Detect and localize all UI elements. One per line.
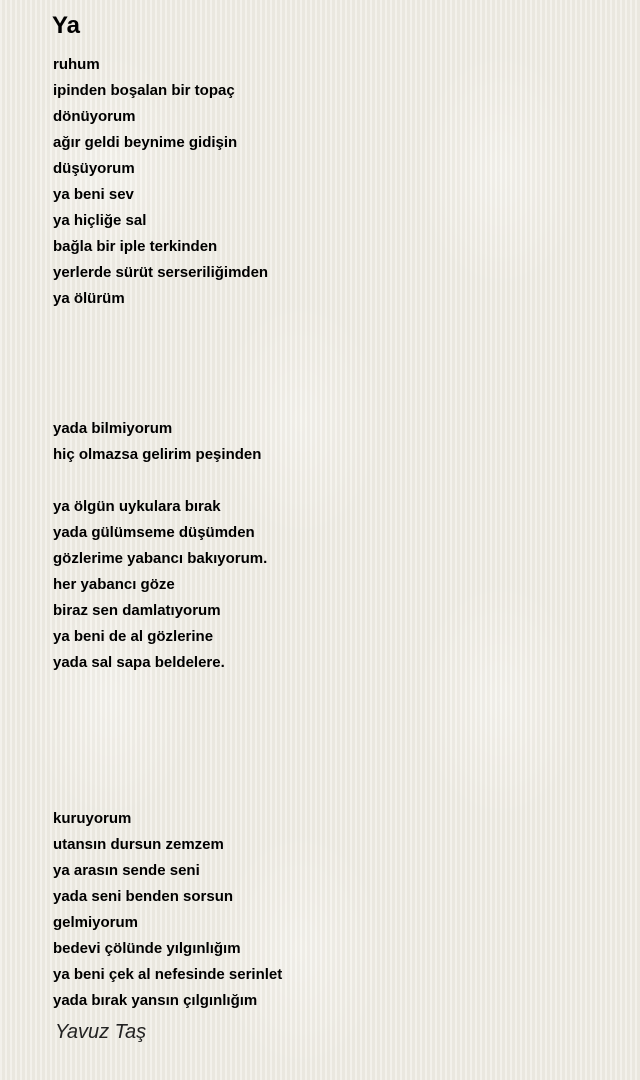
poem-line: ipinden boşalan bir topaç	[53, 82, 235, 99]
poem-line: yada sal sapa beldelere.	[53, 654, 225, 671]
poem-body	[53, 52, 613, 1014]
poem-line: dönüyorum	[53, 108, 136, 125]
poem-line: bedevi çölünde yılgınlığım	[53, 940, 241, 957]
poem-line: ya beni sev	[53, 186, 134, 203]
poem-blank-line	[53, 390, 613, 416]
poem-blank-line	[53, 468, 613, 494]
poem-line: yada bilmiyorum	[53, 420, 173, 437]
poem-line: ruhum	[53, 56, 100, 73]
poem-blank-line	[53, 364, 613, 390]
poem-line: hiç olmazsa gelirim peşinden	[53, 446, 262, 463]
poem-line: yada bırak yansın çılgınlığım	[53, 992, 258, 1009]
poem-blank-line	[53, 780, 613, 806]
poem-line: yada seni benden sorsun	[53, 888, 234, 905]
poem-line: düşüyorum	[53, 160, 135, 177]
poem-line: bağla bir iple terkinden	[53, 238, 218, 255]
poem-blank-line	[53, 754, 613, 780]
poem-blank-line	[53, 312, 613, 338]
poem-line: ya arasın sende seni	[53, 862, 200, 879]
poem-line: ya ölürüm	[53, 290, 125, 307]
poem-line: utansın dursun zemzem	[53, 836, 224, 853]
poem-line: biraz sen damlatıyorum	[53, 602, 221, 619]
poem-line: gelmiyorum	[53, 914, 139, 931]
poem-blank-line	[53, 728, 613, 754]
poem-line: ya ölgün uykulara bırak	[53, 498, 221, 515]
poem-blank-line	[53, 338, 613, 364]
poem-blank-line	[53, 676, 613, 702]
poem-line: ya beni de al gözlerine	[53, 628, 214, 645]
poem-line: her yabancı göze	[53, 576, 175, 593]
poem-line: yada gülümseme düşümden	[53, 524, 255, 541]
poem-line: yerlerde sürüt serseriliğimden	[53, 264, 269, 281]
poem-line: ya beni çek al nefesinde serinlet	[53, 966, 283, 983]
poem-author: Yavuz Taş	[55, 1021, 147, 1043]
poem-line: gözlerime yabancı bakıyorum.	[53, 550, 268, 567]
poem-line: kuruyorum	[53, 810, 132, 827]
poem-line: ağır geldi beynime gidişin	[53, 134, 238, 151]
poem-title: Ya	[52, 12, 81, 39]
poem-blank-line	[53, 702, 613, 728]
poem-line: ya hiçliğe sal	[53, 212, 147, 229]
